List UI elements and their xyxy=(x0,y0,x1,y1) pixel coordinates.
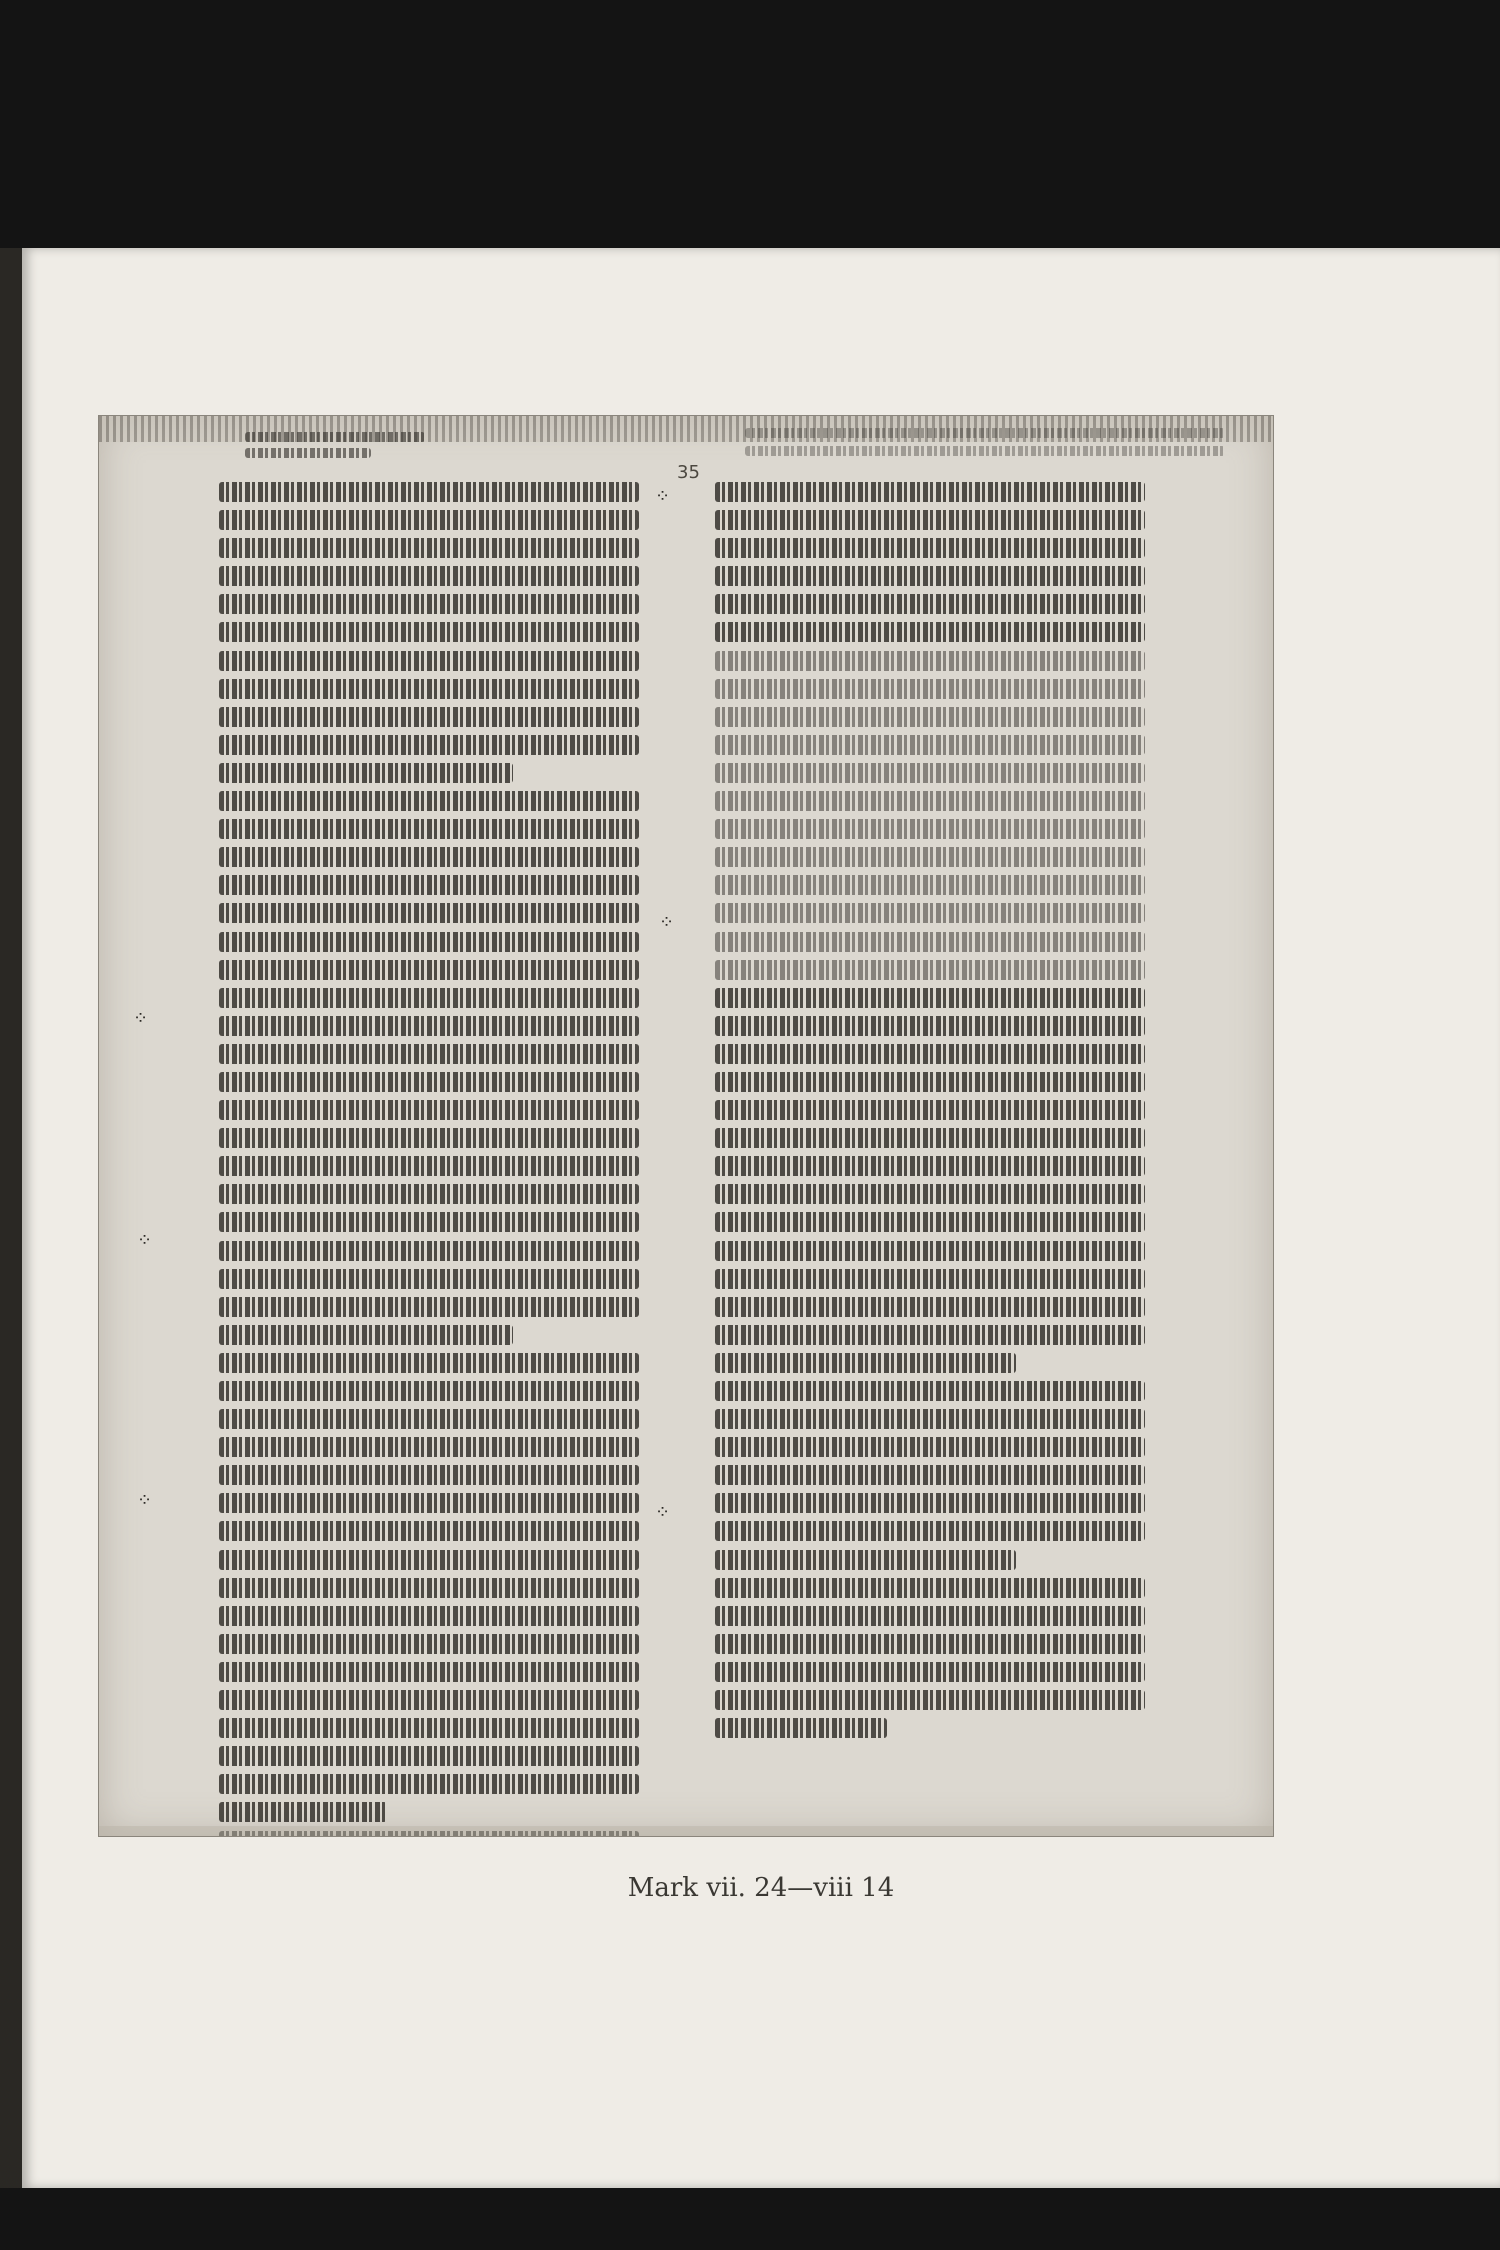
margin-mark: ⁘ xyxy=(137,1490,154,1511)
margin-mark: ⁘ xyxy=(655,486,672,507)
margin-mark: ⁘ xyxy=(659,912,676,933)
book-page xyxy=(22,248,1500,2188)
margin-mark: ⁘ xyxy=(655,1502,672,1523)
top-right-marginal-gloss xyxy=(745,428,1225,468)
margin-mark: ⁘ xyxy=(133,1008,150,1029)
plate-caption: Mark vii. 24—viii 14 xyxy=(627,1873,895,1903)
right-text-column xyxy=(715,482,1145,1738)
top-left-marginal-gloss xyxy=(245,432,425,464)
manuscript-plate xyxy=(98,415,1274,1837)
left-text-column xyxy=(219,482,639,1837)
folio-number: 35 xyxy=(677,462,700,483)
margin-mark: ⁘ xyxy=(137,1230,154,1251)
